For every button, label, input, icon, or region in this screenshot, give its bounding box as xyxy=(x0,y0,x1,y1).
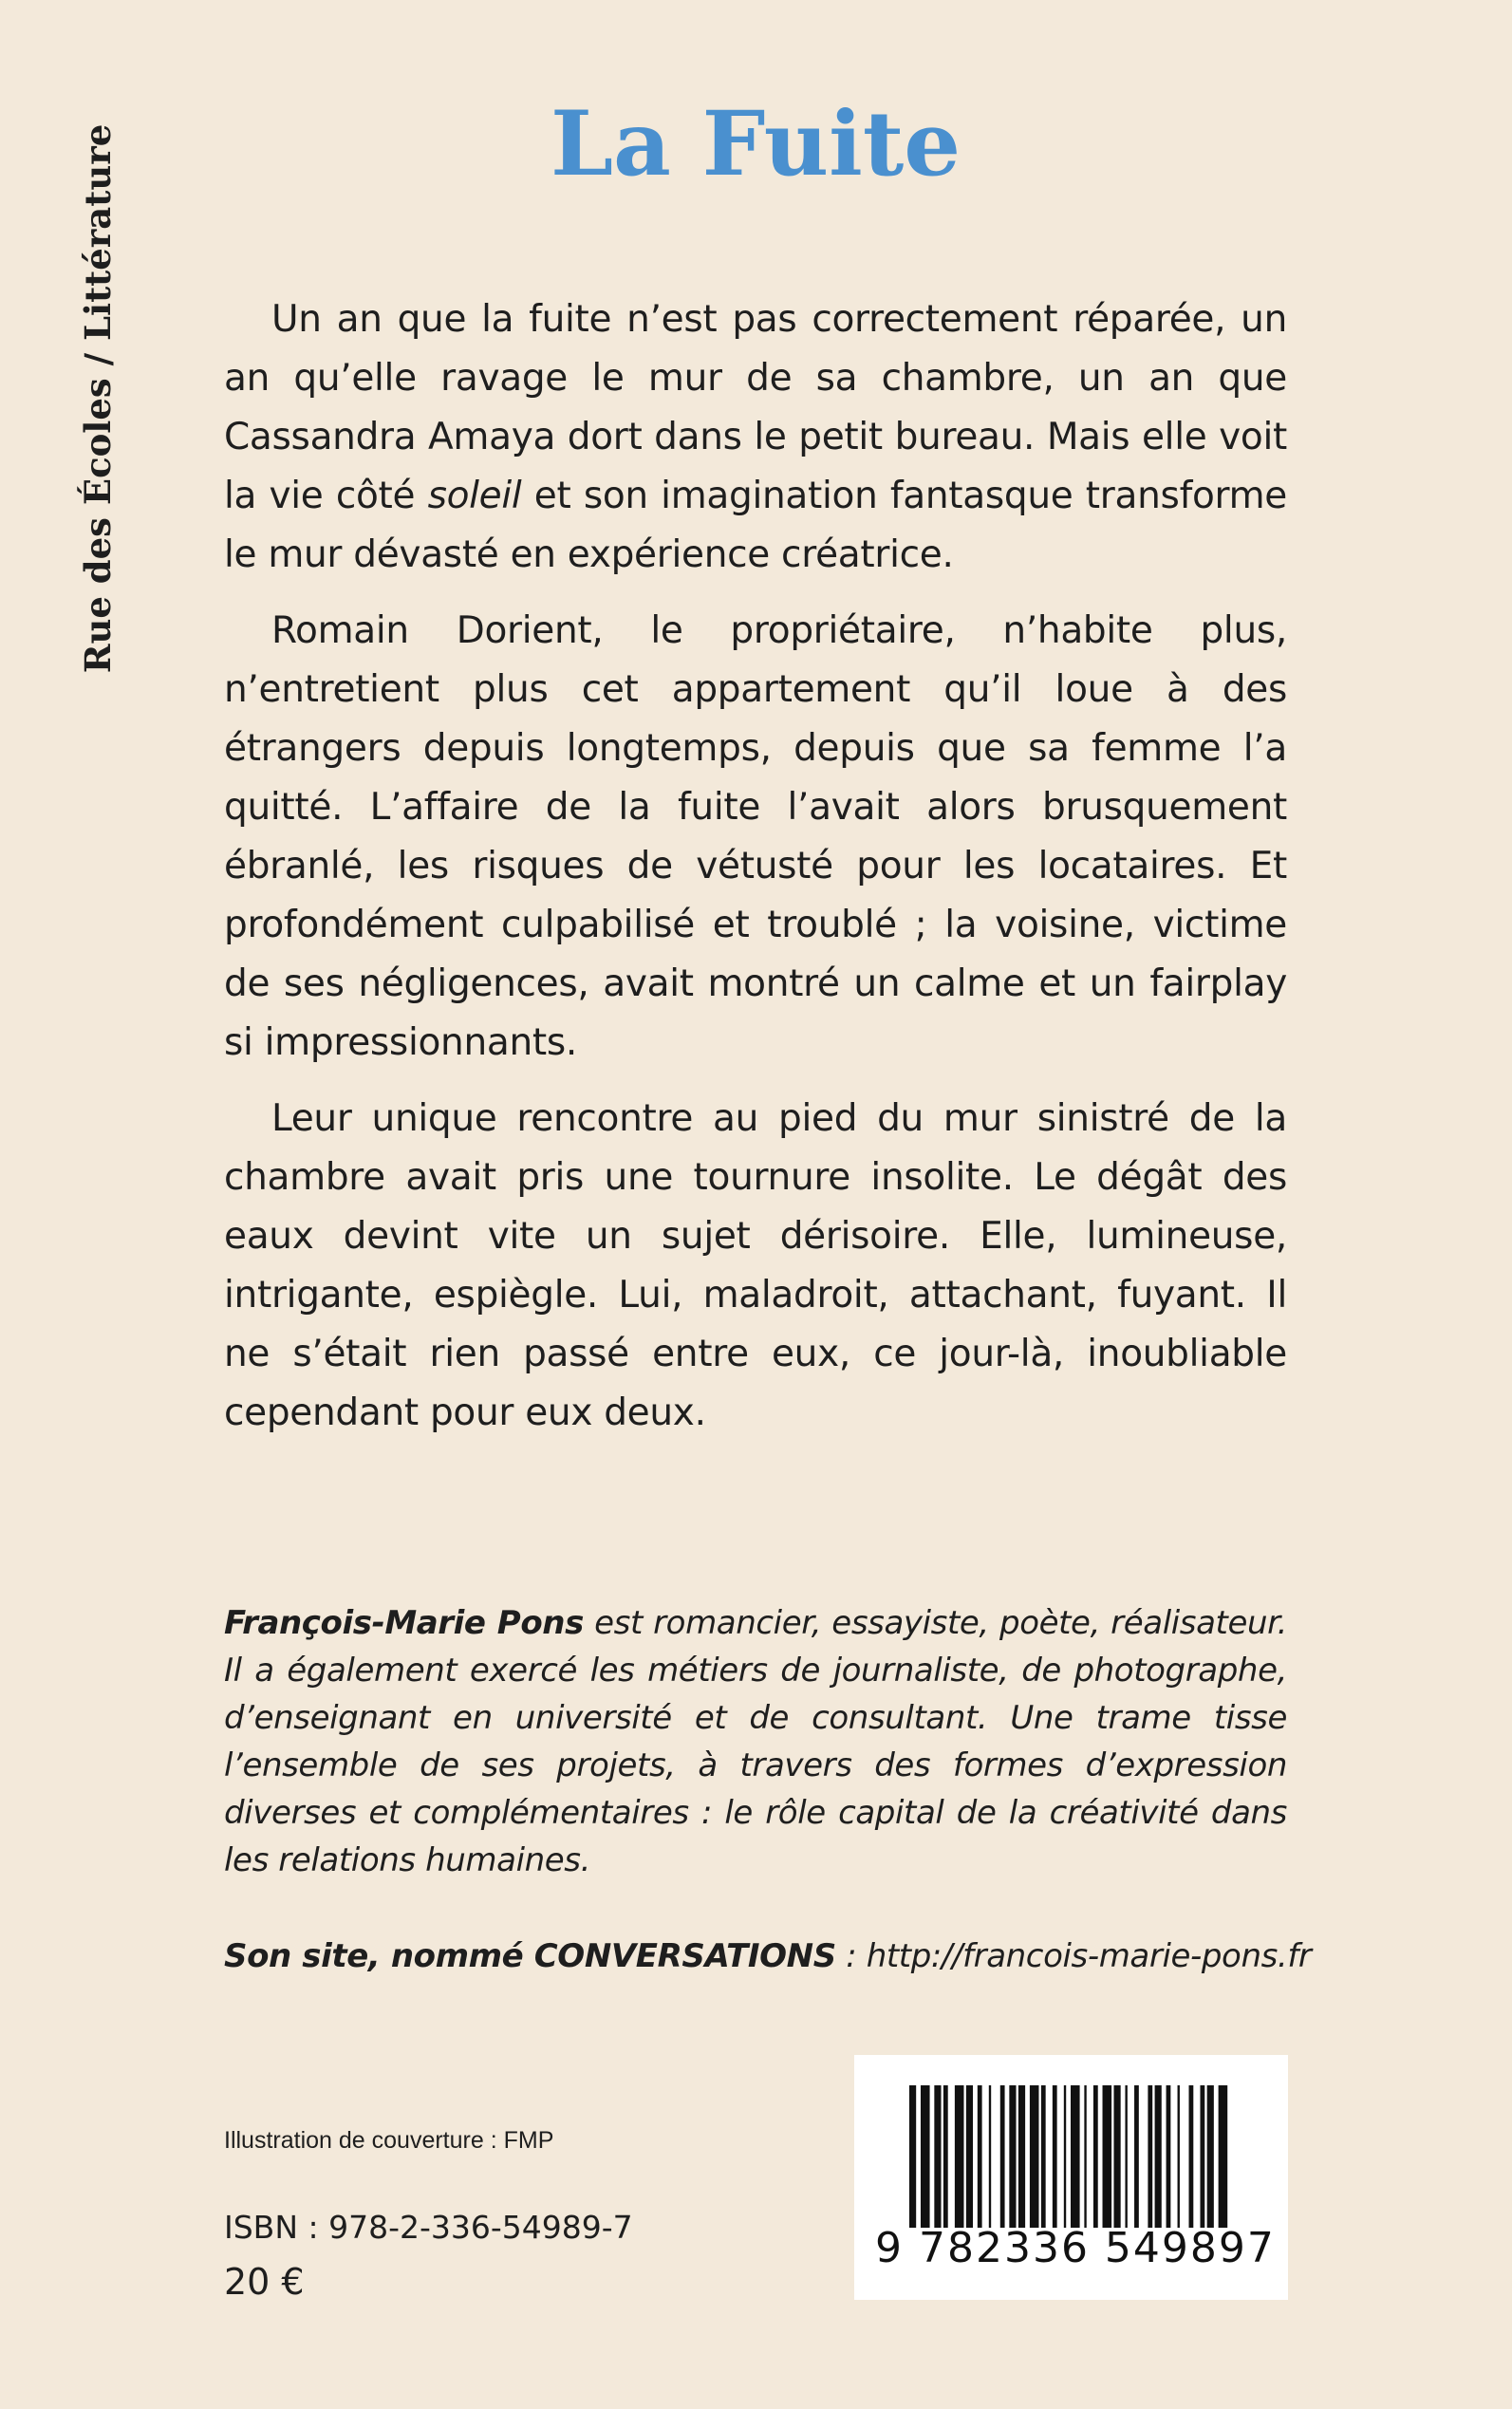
barcode-bar xyxy=(1113,2085,1120,2228)
back-cover-summary xyxy=(224,290,1287,1460)
barcode-bar xyxy=(1053,2085,1057,2228)
barcode-bar xyxy=(1155,2085,1162,2228)
website-label: Son site, nommé CONVERSATIONS xyxy=(224,1937,836,1975)
barcode-bar xyxy=(1041,2085,1046,2228)
barcode-bar xyxy=(1000,2085,1005,2228)
summary-paragraph-3: Leur unique rencontre au pied du mur sinistré de la chambre avait pris une tournure insolite. Le dégât des eaux devint vite un sujet dérisoire. Elle, lumineuse, intrigante, espiègle. Lui, maladroit, attachant, fuyant. Il ne s’était rien passé entre eux, ce jour-là, inoubliable cependant pour eux deux. xyxy=(224,1097,1287,1434)
barcode-bar xyxy=(966,2085,973,2228)
author-bio xyxy=(224,1599,1287,1884)
author-bio-text: est romancier, essayiste, poète, réalisateur. Il a également exercé les métiers de journaliste, de photographe, d’enseignant en université et de consultant. Une trame tisse l’ensemble de ses projets, à travers des formes d’expression diverses et complémentaires : le rôle capital de la créativité dans les relations humaines. xyxy=(224,1604,1288,1879)
summary-paragraph-2: Romain Dorient, le propriétaire, n’habite plus, n’entretient plus cet appartement qu’il loue à des étrangers depuis longtemps, depuis que sa femme l’a quitté. L’affaire de la fuite l’avait alors brusquement ébranlé, les risques de vétusté pour les locataires. Et profondément culpabilisé et troublé ; la voisine, victime de ses négligences, avait montré un calme et un fairplay si impressionnants. xyxy=(224,609,1287,1064)
barcode-bar xyxy=(1134,2085,1139,2228)
barcode-bar xyxy=(1064,2085,1066,2228)
barcode-bar xyxy=(1125,2085,1127,2228)
barcode-bar xyxy=(1103,2085,1112,2228)
barcode-digits: 9 782336 549897 xyxy=(875,2224,1276,2272)
barcode xyxy=(854,2055,1288,2300)
price: 20 € xyxy=(224,2261,305,2303)
barcode-bar xyxy=(921,2085,930,2228)
barcode-bar xyxy=(1167,2085,1171,2228)
author-name: François-Marie Pons xyxy=(224,1604,584,1642)
barcode-bar xyxy=(1178,2085,1180,2228)
barcode-bar xyxy=(1219,2085,1228,2228)
barcode-bar xyxy=(978,2085,982,2228)
barcode-bar xyxy=(989,2085,991,2228)
barcode-bar xyxy=(1189,2085,1194,2228)
book-title: La Fuite xyxy=(550,92,961,196)
barcode-bar xyxy=(1084,2085,1086,2228)
isbn: ISBN : 978-2-336-54989-7 xyxy=(224,2209,633,2246)
barcode-bar xyxy=(1009,2085,1016,2228)
barcode-bar xyxy=(955,2085,964,2228)
cover-illustration-credit: Illustration de couverture : FMP xyxy=(224,2127,554,2154)
barcode-bar xyxy=(1093,2085,1098,2228)
summary-paragraph-1: Un an que la fuite n’est pas correctement réparée, un an qu’elle ravage le mur de sa chambre, un an que Cassandra Amaya dort dans le petit bureau. Mais elle voit la vie côté soleil et son imagination fantasque transforme le mur dévasté en expérience créatrice. xyxy=(224,298,1287,576)
barcode-bar xyxy=(1071,2085,1080,2228)
emphasis-soleil: soleil xyxy=(427,475,522,517)
barcode-bar xyxy=(1200,2085,1204,2228)
barcode-bar xyxy=(1030,2085,1039,2228)
barcode-bar xyxy=(1148,2085,1152,2228)
barcode-bars xyxy=(909,2085,1232,2228)
spine-label xyxy=(68,109,127,688)
collection-name: Rue des Écoles / Littérature xyxy=(77,123,119,674)
barcode-bar xyxy=(943,2085,948,2228)
website-url[interactable]: : http://francois-marie-pons.fr xyxy=(835,1937,1312,1975)
barcode-bar xyxy=(909,2085,916,2228)
author-website xyxy=(224,1933,1311,1980)
barcode-bar xyxy=(934,2085,941,2228)
barcode-bar xyxy=(1207,2085,1214,2228)
barcode-bar xyxy=(1018,2085,1025,2228)
